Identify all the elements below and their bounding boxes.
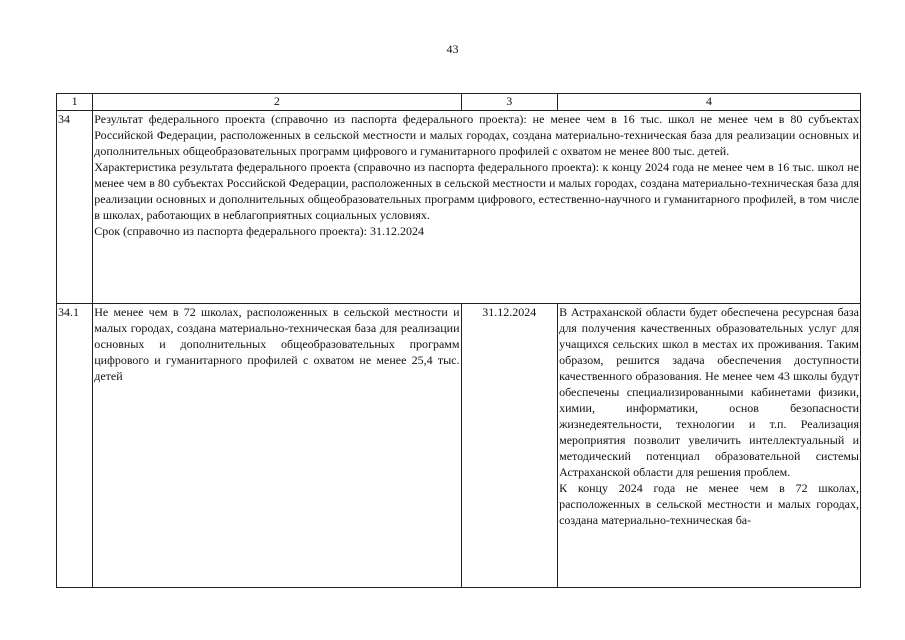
project-result-characteristic: Характеристика результата федерального проекта (справочно из паспорта федерального проекта): к концу 2024 года не менее чем в 16 тыс. школ не менее чем в 80 субъектах Российской Федерации, расположенных в сельской местности и малых городах, создана материально-техническая база для реализации основных и дополнительных общеобразовательных программ цифрового, естественно-научного и гуманитарного профилей, в том числе в школах, работающих в неблагоприятных социальных условиях. <box>94 160 859 222</box>
table-row-34-1 <box>57 304 861 588</box>
column-header-1: 1 <box>57 94 93 111</box>
project-result-deadline: Срок (справочно из паспорта федерального проекта): 31.12.2024 <box>94 224 424 238</box>
table-header-row <box>57 94 861 111</box>
table-row-34 <box>57 111 861 304</box>
row-34-1-deadline: 31.12.2024 <box>461 304 558 588</box>
column-header-3: 3 <box>461 94 558 111</box>
row-34-number: 34 <box>57 111 93 304</box>
row-34-1-comment-continued: К концу 2024 года не менее чем в 72 школах, расположенных в сельской местности и малых городах, создана материально-техническая ба- <box>559 481 859 527</box>
row-34-1-description: Не менее чем в 72 школах, расположенных в сельской местности и малых городах, создана материально-техническая база для реализации основных и дополнительных общеобразовательных программ цифрового и гуманитарного профилей с охватом не менее 25,4 тыс. детей <box>94 305 460 383</box>
row-34-project-result <box>93 111 861 304</box>
row-34-1-number: 34.1 <box>57 304 93 588</box>
measures-table <box>56 93 861 588</box>
column-header-2: 2 <box>93 94 461 111</box>
column-header-4: 4 <box>558 94 861 111</box>
row-34-1-comment: В Астраханской области будет обеспечена ресурсная база для получения качественных образовательных услуг для учащихся сельских школ в местах их проживания. Таким образом, решится задача обеспечения доступности качественного образования. Не менее чем 43 школы будут обеспечены специализированными кабинетами физики, химии, информатики, основ безопасности жизнедеятельности, технологии и т.п. Реализация мероприятия позволит увеличить интеллектуальный и методический потенциал образовательной системы Астраханской области для решения проблем. <box>559 305 859 479</box>
project-result-text: Результат федерального проекта (справочно из паспорта федерального проекта): не менее чем в 16 тыс. школ не менее чем в 80 субъектах Российской Федерации, расположенных в сельской местности и малых городах, создана материально-техническая база для реализации основных и дополнительных общеобразовательных программ цифрового и гуманитарного профилей с охватом не менее 800 тыс. детей. <box>94 112 859 158</box>
page-number: 43 <box>446 42 459 56</box>
row-34-1-comment-cell <box>558 304 861 588</box>
row-34-1-description-cell <box>93 304 461 588</box>
